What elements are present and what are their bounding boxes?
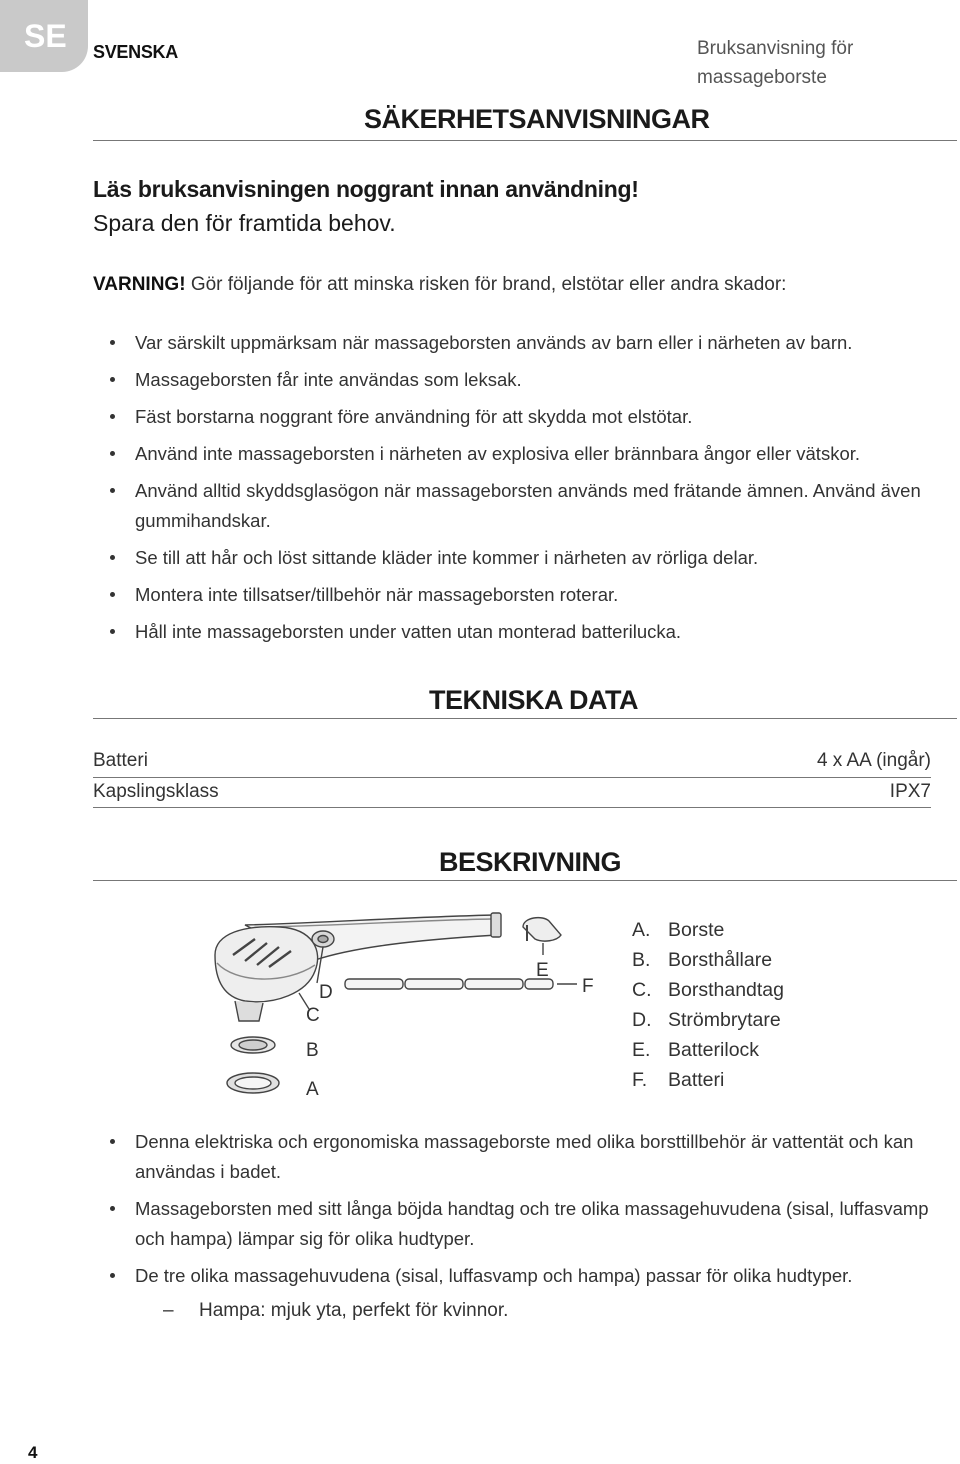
tech-title-rule xyxy=(93,718,957,719)
list-item: Montera inte tillsatser/tillbehör när massageborsten roterar. xyxy=(108,580,958,610)
spec-value: 4 x AA (ingår) xyxy=(816,750,931,771)
document-title: Bruksanvisning för massageborste xyxy=(697,38,854,88)
warning-label: VARNING! xyxy=(93,274,186,295)
list-item: Massageborsten med sitt långa böjda handtag och tre olika massagehuvudena (sisal, luffasvamp och hampa) lämpar sig för olika hudtyper. xyxy=(108,1194,958,1254)
safety-bullet-list xyxy=(108,328,958,647)
list-item: Massageborsten får inte användas som leksak. xyxy=(108,365,958,395)
spec-divider xyxy=(93,807,931,808)
diagram-label-e: E xyxy=(536,960,549,981)
diagram-label-a: A xyxy=(306,1079,319,1100)
list-item: Var särskilt uppmärksam när massageborsten används av barn eller i närheten av barn. xyxy=(108,328,958,358)
diagram-label-b: B xyxy=(306,1040,319,1061)
list-item: F. Batteri xyxy=(632,1069,725,1091)
spec-row-ip-class xyxy=(93,781,931,803)
language-name: SVENSKA xyxy=(93,42,178,62)
safety-section-title: SÄKERHETSANVISNINGAR xyxy=(364,104,710,134)
warning-paragraph xyxy=(93,274,786,296)
list-item: Håll inte massageborsten under vatten utan monterad batterilucka. xyxy=(108,617,958,647)
spec-row-battery xyxy=(93,750,931,772)
diagram-label-d: D xyxy=(319,982,333,1003)
intro-bold-text: Läs bruksanvisningen noggrant innan användning! xyxy=(93,176,639,202)
product-diagram xyxy=(205,905,615,1105)
warning-text: Gör följande för att minska risken för brand, elstötar eller andra skador: xyxy=(185,274,787,295)
spec-divider xyxy=(93,777,931,778)
list-item: A. Borste xyxy=(632,919,725,941)
diagram-label-c: C xyxy=(306,1005,320,1026)
list-item: Använd inte massageborsten i närheten av explosiva eller brännbara ångor eller vätskor. xyxy=(108,439,958,469)
parts-list xyxy=(632,915,784,1095)
list-item: E. Batterilock xyxy=(632,1039,760,1061)
safety-title-rule xyxy=(93,140,957,141)
spec-label: Kapslingsklass xyxy=(93,781,219,802)
diagram-label-f: F xyxy=(582,976,594,997)
list-item: B. Borsthållare xyxy=(632,949,773,971)
description-section-title: BESKRIVNING xyxy=(439,847,622,877)
list-item: Fäst borstarna noggrant före användning för att skydda mot elstötar. xyxy=(108,402,958,432)
list-item: Denna elektriska och ergonomiska massageborste med olika borsttillbehör är vattentät och kan användas i badet. xyxy=(108,1127,958,1187)
dash-sub-item xyxy=(163,1300,508,1322)
language-code: SE xyxy=(24,18,67,54)
page-number: 4 xyxy=(28,1443,38,1462)
tech-section-title: TEKNISKA DATA xyxy=(429,685,638,715)
spec-value: IPX7 xyxy=(889,781,931,802)
description-bullet-list xyxy=(108,1127,958,1291)
description-title-rule xyxy=(93,880,957,881)
dash-item-text: Hampa: mjuk yta, perfekt för kvinnor. xyxy=(199,1300,509,1321)
language-tab xyxy=(0,0,88,72)
intro-normal-text: Spara den för framtida behov. xyxy=(93,210,396,236)
list-item: Använd alltid skyddsglasögon när massageborsten används med frätande ämnen. Använd även gummihandskar. xyxy=(108,476,958,536)
list-item: Se till att hår och löst sittande kläder inte kommer i närheten av rörliga delar. xyxy=(108,543,958,573)
list-item: D. Strömbrytare xyxy=(632,1009,781,1031)
list-item: C. Borsthandtag xyxy=(632,979,785,1001)
list-item: De tre olika massagehuvudena (sisal, luffasvamp och hampa) passar för olika hudtyper. xyxy=(108,1261,958,1291)
dash-marker: – xyxy=(163,1300,174,1321)
spec-label: Batteri xyxy=(93,750,148,771)
